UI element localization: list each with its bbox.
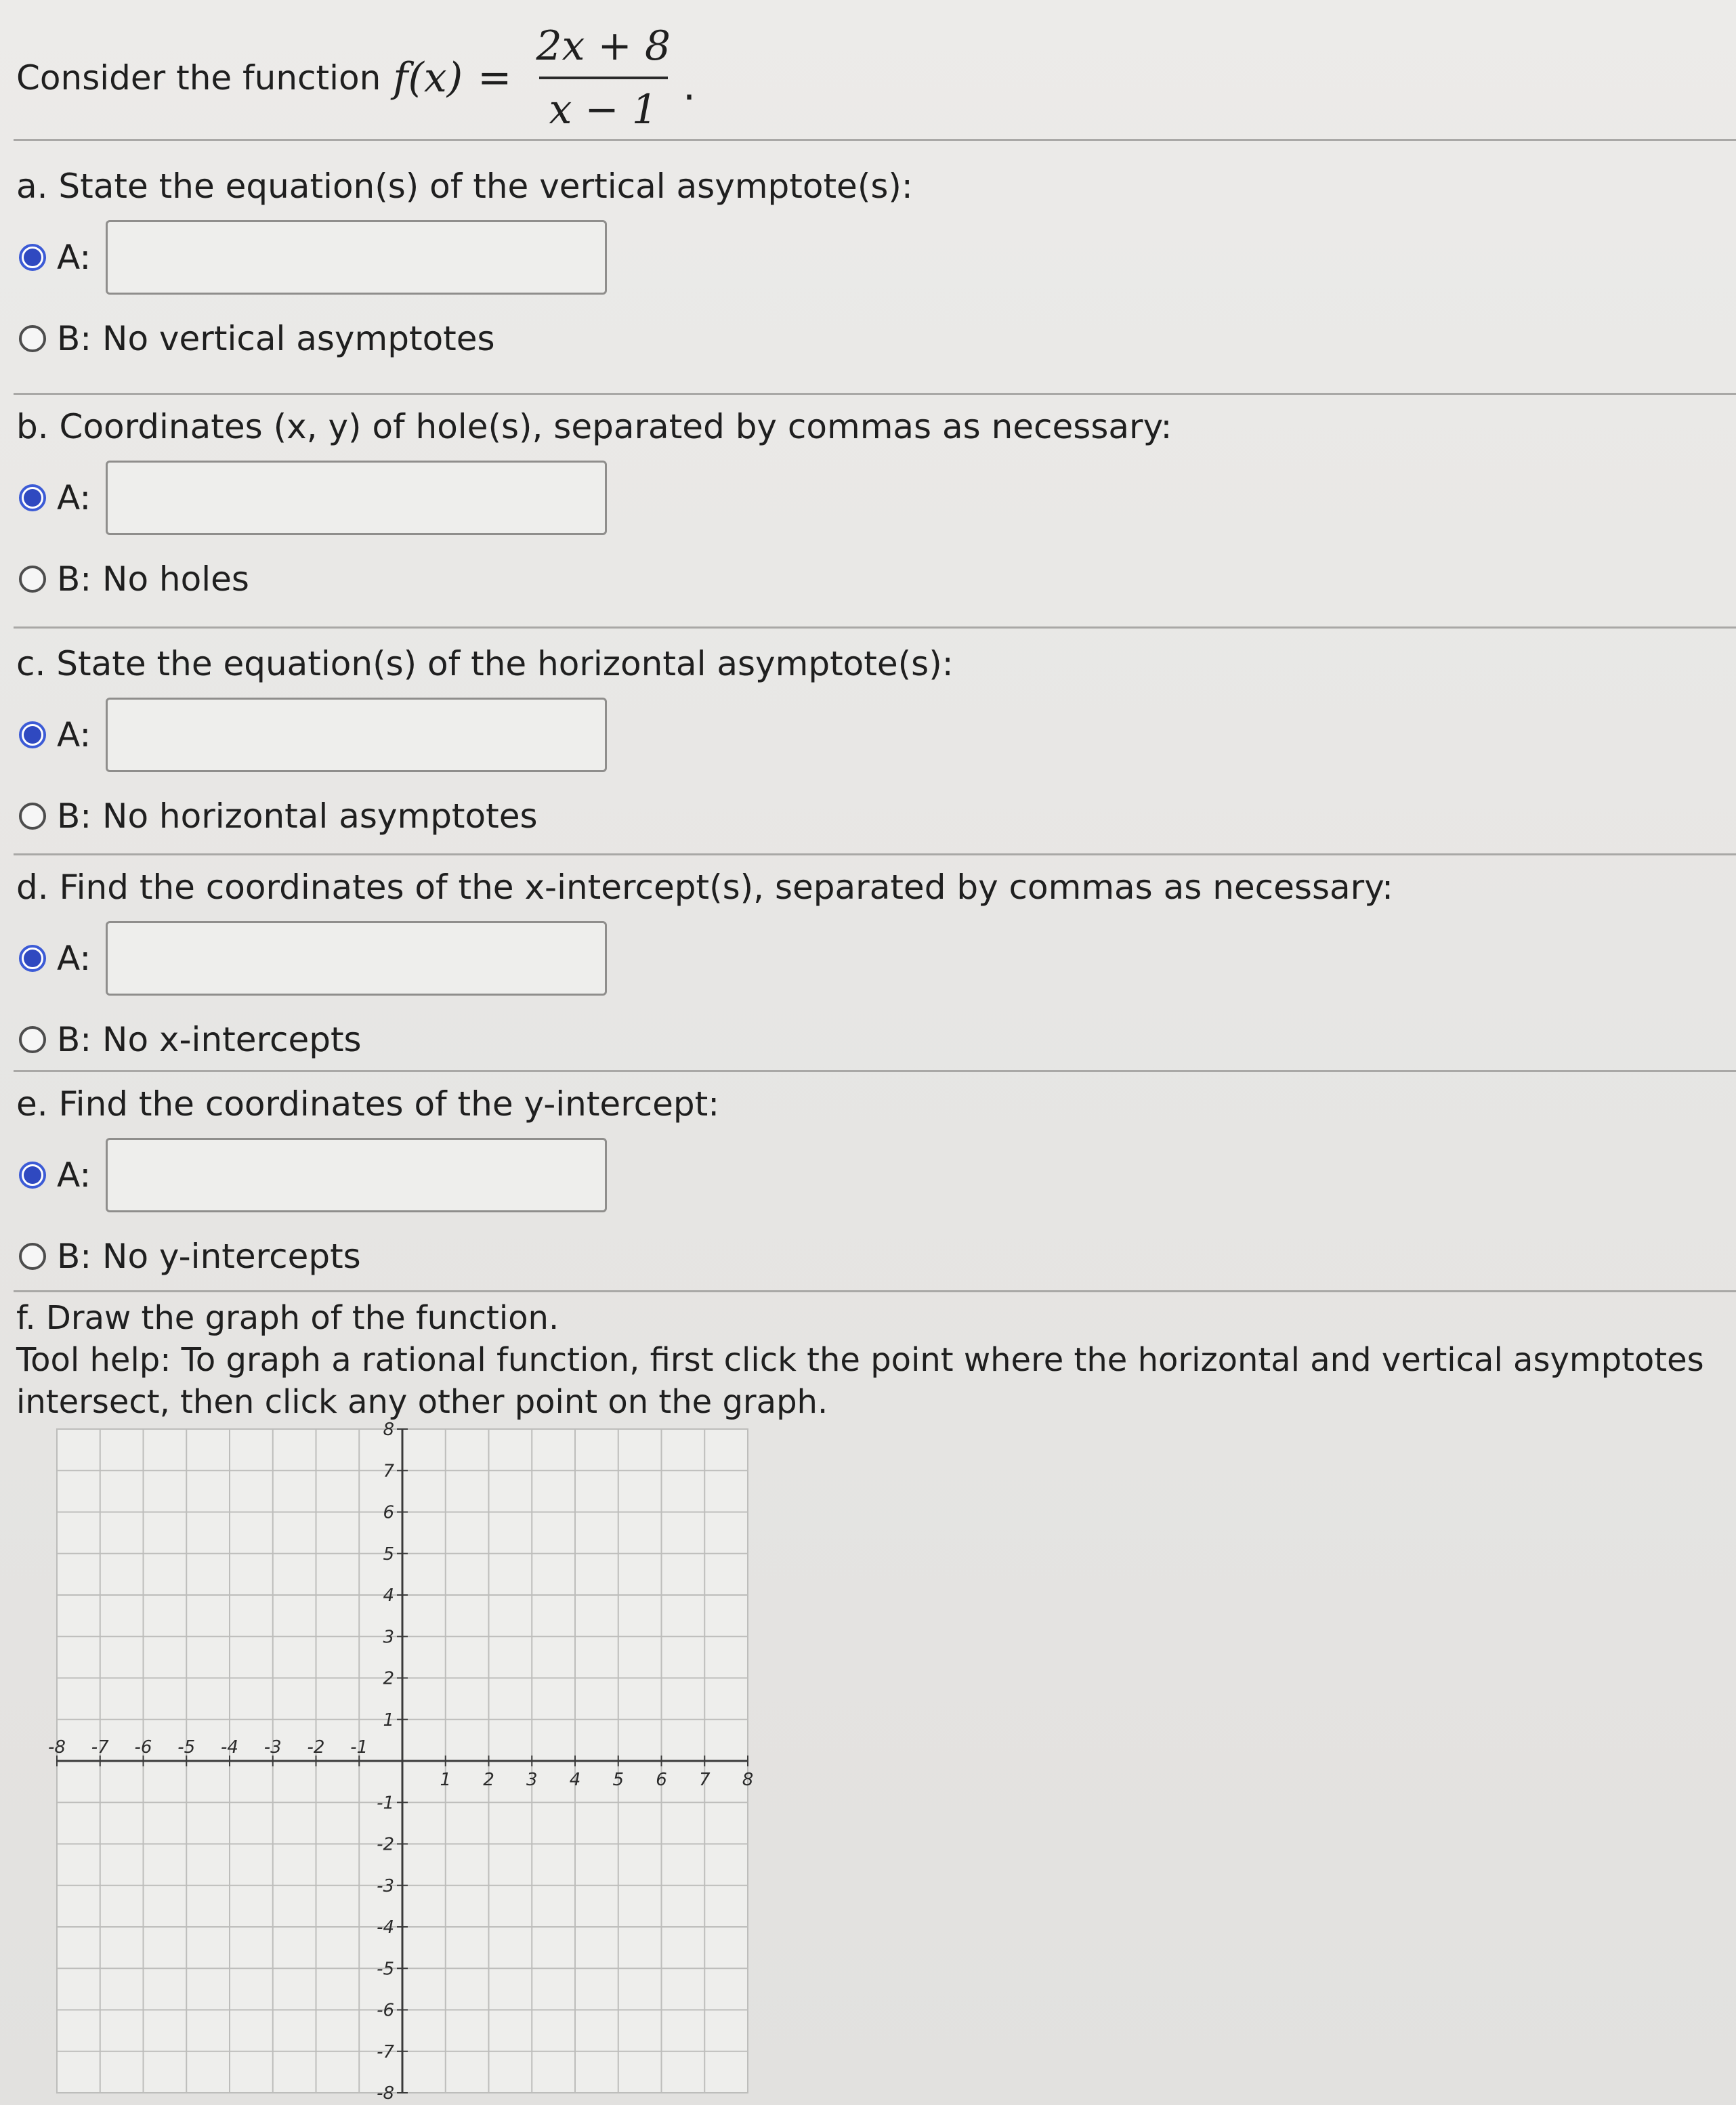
y-tick-label: -3 [377,1875,394,1896]
question-a [16,156,1710,379]
statement-period: . [683,62,696,110]
x-tick-label: 4 [569,1770,581,1790]
radio-selected-dot [24,726,41,744]
divider [14,393,1736,395]
graphing-tool[interactable] [43,1416,761,2105]
fraction-numerator: 2x + 8 [536,22,671,70]
y-tick-label: -8 [377,2083,394,2104]
radio-option-a[interactable] [19,484,46,511]
option-a-label: A: [57,715,91,754]
option-b-row[interactable] [16,1216,1710,1297]
option-b-label: B: No x-intercepts [57,1020,362,1059]
question-title: d. Find the coordinates of the x-intercept(s), separated by commas as necessary: [16,868,1394,907]
x-tick-label: -1 [350,1737,368,1758]
option-a-row[interactable] [16,694,1710,775]
radio-option-a[interactable] [19,1162,46,1189]
divider [14,853,1736,855]
y-tick-label: -1 [377,1793,394,1814]
option-a-row[interactable] [16,918,1710,999]
radio-option-a[interactable] [19,721,46,748]
option-b-row[interactable] [16,538,1710,620]
radio-selected-dot [24,489,41,507]
option-b-row[interactable] [16,298,1710,379]
question-f [16,1297,1710,1423]
option-b-row[interactable] [16,775,1710,857]
holes-input[interactable] [106,461,607,535]
function-name: f(x) [393,54,463,102]
x-tick-label: 3 [526,1770,538,1790]
option-b-label: B: No vertical asymptotes [57,319,495,358]
option-b-label: B: No y-intercepts [57,1237,361,1276]
question-title: c. State the equation(s) of the horizontal asymptote(s): [16,644,954,683]
x-tick-label: 1 [440,1770,452,1790]
option-a-label: A: [57,1155,91,1195]
radio-option-b[interactable] [19,1243,46,1270]
y-tick-label: -4 [377,1917,394,1938]
y-intercept-input[interactable] [106,1138,607,1212]
radio-option-b[interactable] [19,1026,46,1053]
divider [14,1290,1736,1292]
x-tick-label: -8 [48,1737,66,1758]
y-tick-label: 3 [383,1627,394,1648]
x-tick-label: -3 [263,1737,282,1758]
x-tick-label: 2 [483,1770,494,1790]
function-fraction [532,22,675,133]
horizontal-asymptote-input[interactable] [106,698,607,772]
option-b-label: B: No horizontal asymptotes [57,796,538,836]
x-tick-label: 5 [612,1770,624,1790]
question-title: a. State the equation(s) of the vertical asymptote(s): [16,167,913,206]
divider [14,626,1736,629]
option-a-label: A: [57,939,91,978]
x-tick-label: -6 [134,1737,152,1758]
question-e [16,1073,1710,1297]
option-a-row[interactable] [16,1134,1710,1216]
equals-sign: = [478,54,512,102]
question-title: b. Coordinates (x, y) of hole(s), separated by commas as necessary: [16,407,1172,446]
question-d [16,857,1710,1080]
radio-option-b[interactable] [19,803,46,830]
coordinate-grid[interactable] [43,1416,761,2105]
divider [14,139,1736,141]
radio-selected-dot [24,950,41,967]
radio-option-b[interactable] [19,325,46,352]
problem-statement [16,22,696,133]
option-a-label: A: [57,238,91,277]
intro-text: Consider the function [16,58,381,98]
divider [14,1070,1736,1072]
x-tick-label: 7 [698,1770,711,1790]
question-title: e. Find the coordinates of the y-intercept: [16,1084,720,1124]
x-tick-label: 8 [742,1770,754,1790]
radio-selected-dot [24,1166,41,1184]
y-tick-label: 5 [383,1544,394,1565]
y-tick-label: 6 [383,1502,394,1523]
x-tick-label: -4 [221,1737,238,1758]
x-intercepts-input[interactable] [106,921,607,996]
y-tick-label: 1 [383,1709,394,1730]
option-b-row[interactable] [16,999,1710,1080]
x-tick-label: -2 [307,1737,325,1758]
x-tick-label: 6 [656,1770,667,1790]
radio-selected-dot [24,249,41,266]
y-tick-label: 4 [383,1586,394,1606]
x-tick-label: -5 [177,1737,196,1758]
question-b [16,396,1710,620]
question-c [16,633,1710,857]
option-a-label: A: [57,478,91,517]
radio-option-a[interactable] [19,244,46,271]
tool-help-line: intersect, then click any other point on the graph. [16,1383,828,1421]
option-a-row[interactable] [16,457,1710,538]
option-a-row[interactable] [16,217,1710,298]
x-tick-label: -7 [91,1737,109,1758]
y-tick-label: 7 [383,1461,394,1482]
tool-help-line: Tool help: To graph a rational function, first click the point where the horizontal and vertical asymptotes [16,1341,1704,1379]
question-title: f. Draw the graph of the function. [16,1299,559,1337]
fraction-denominator: x − 1 [549,86,658,133]
y-tick-label: -2 [377,1834,394,1855]
y-tick-label: 2 [383,1668,394,1689]
y-tick-label: -5 [377,1959,394,1980]
option-b-label: B: No holes [57,559,249,599]
radio-option-b[interactable] [19,566,46,593]
vertical-asymptote-input[interactable] [106,220,607,295]
y-tick-label: -7 [377,2041,394,2062]
radio-option-a[interactable] [19,945,46,972]
y-tick-label: 8 [383,1420,394,1440]
y-tick-label: -6 [377,2000,394,2021]
